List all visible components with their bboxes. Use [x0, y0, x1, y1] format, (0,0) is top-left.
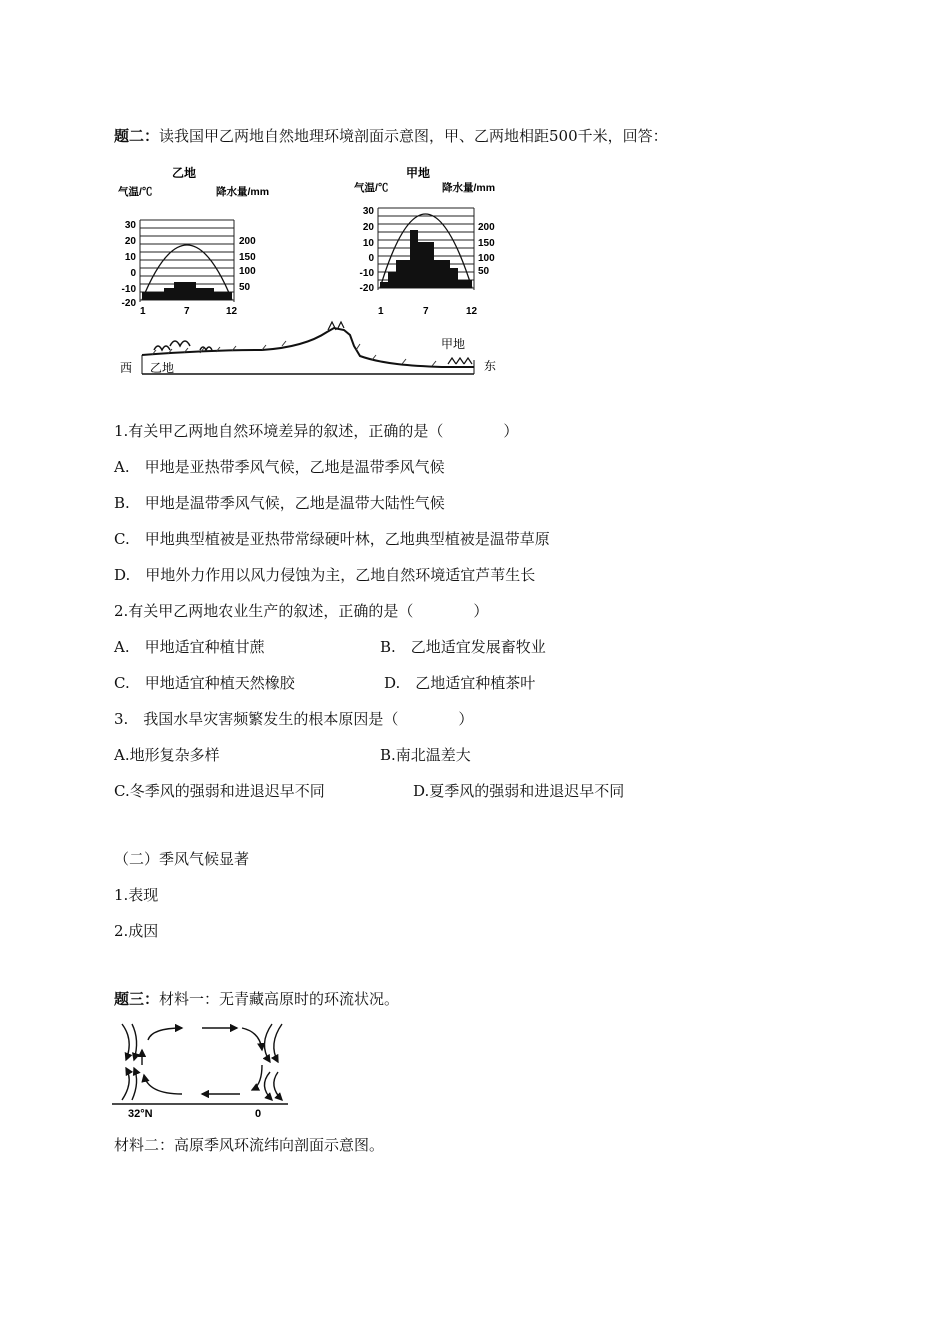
jia-precipitation-bars	[380, 230, 472, 288]
jia-precip-axis-label: 降水量/mm	[442, 182, 496, 194]
jia-climate-chart	[354, 165, 495, 317]
q3-option-a: A.地形复杂多样	[114, 746, 220, 764]
q1-option-b: B. 甲地是温带季风气候，乙地是温带大陆性气候	[114, 494, 445, 512]
yi-month-tick: 1	[140, 306, 146, 317]
jia-temp-tick: 10	[362, 238, 374, 249]
yi-temp-axis-label: 气温/℃	[118, 186, 153, 198]
section-item-1: 1.表现	[114, 886, 159, 904]
jia-precip-tick: 200	[478, 222, 495, 233]
yi-temp-tick: 0	[130, 268, 136, 279]
q1-option-c: C. 甲地典型植被是亚热带常绿硬叶林，乙地典型植被是温带草原	[114, 530, 550, 548]
jia-temp-tick: 30	[362, 206, 374, 217]
west-label: 西	[120, 361, 133, 375]
terrain-surface	[142, 328, 474, 367]
yi-temp-tick: -10	[121, 284, 136, 295]
q2b-stem: 2.有关甲乙两地农业生产的叙述，正确的是（ ）	[114, 602, 489, 620]
q3-option-b: B.南北温差大	[380, 746, 471, 764]
question-2-text: 读我国甲乙两地自然地理环境剖面示意图，甲、乙两地相距500千米，回答：	[159, 127, 668, 145]
climate-profile-figure	[112, 160, 512, 380]
q2b-option-b: B. 乙地适宜发展畜牧业	[380, 638, 546, 656]
jia-temp-tick: -20	[359, 283, 374, 294]
q1-option-a: A. 甲地是亚热带季风气候，乙地是温带季风气候	[114, 458, 445, 476]
jia-precip-tick: 100	[478, 253, 495, 264]
yi-precip-tick: 100	[239, 266, 256, 277]
yi-precip-tick: 200	[239, 236, 256, 247]
section-item-2: 2.成因	[114, 922, 159, 940]
q1-option-d: D. 甲地外力作用以风力侵蚀为主，乙地自然环境适宜芦苇生长	[114, 566, 536, 584]
jia-temp-axis-label: 气温/℃	[354, 182, 389, 194]
q3-option-c: C.冬季风的强弱和进退迟早不同	[114, 782, 325, 800]
yi-chart-title: 乙地	[172, 166, 197, 180]
q2b-option-c: C. 甲地适宜种植天然橡胶	[114, 674, 295, 692]
jia-month-tick: 1	[378, 306, 384, 317]
material-1-text: 材料一：无青藏高原时的环流状况。	[159, 990, 400, 1008]
equator-label: 0	[255, 1108, 262, 1120]
question-3-heading	[114, 989, 399, 1009]
yi-climate-chart	[118, 165, 269, 317]
yi-temp-tick: 10	[124, 252, 136, 263]
material-2-text: 材料二：高原季风环流纬向剖面示意图。	[114, 1136, 385, 1154]
jia-precip-tick: 150	[478, 238, 495, 249]
circulation-diagram	[112, 1020, 292, 1120]
yi-precipitation-bars	[142, 282, 232, 300]
jia-month-tick: 7	[423, 306, 429, 317]
terrain-profile	[120, 322, 496, 375]
section-heading: （二）季风气候显著	[114, 850, 250, 868]
circulation-arrows	[122, 1024, 282, 1100]
question-2-heading	[114, 126, 668, 146]
jia-temp-tick: 20	[362, 222, 374, 233]
q1-stem: 1.有关甲乙两地自然环境差异的叙述，正确的是（ ）	[114, 422, 519, 440]
q3-stem: 3. 我国水旱灾害频繁发生的根本原因是（ ）	[114, 710, 474, 728]
jia-month-tick: 12	[466, 306, 478, 317]
question-3-label: 题三：	[114, 990, 160, 1008]
jia-temp-tick: -10	[359, 268, 374, 279]
latitude-32n-label: 32°N	[128, 1108, 153, 1120]
jia-precip-tick: 50	[478, 266, 490, 277]
yi-precip-axis-label: 降水量/mm	[216, 186, 270, 198]
jia-temp-tick: 0	[368, 253, 374, 264]
q2b-option-d: D. 乙地适宜种植茶叶	[384, 674, 536, 692]
east-label: 东	[484, 359, 497, 373]
yi-month-tick: 12	[226, 306, 238, 317]
yi-temp-tick: 20	[124, 236, 136, 247]
yi-profile-label: 乙地	[150, 361, 175, 375]
jia-chart-title: 甲地	[406, 166, 431, 180]
yi-precip-tick: 50	[239, 282, 251, 293]
yi-temp-tick: 30	[124, 220, 136, 231]
vegetation-right	[448, 358, 472, 364]
yi-temp-tick: -20	[121, 298, 136, 309]
q2b-option-a: A. 甲地适宜种植甘蔗	[114, 638, 265, 656]
yi-precip-tick: 150	[239, 252, 256, 263]
jia-profile-label: 甲地	[441, 337, 466, 351]
yi-month-tick: 7	[184, 306, 190, 317]
question-2-label: 题二：	[114, 127, 160, 145]
q3-option-d: D.夏季风的强弱和进退迟早不同	[413, 782, 625, 800]
